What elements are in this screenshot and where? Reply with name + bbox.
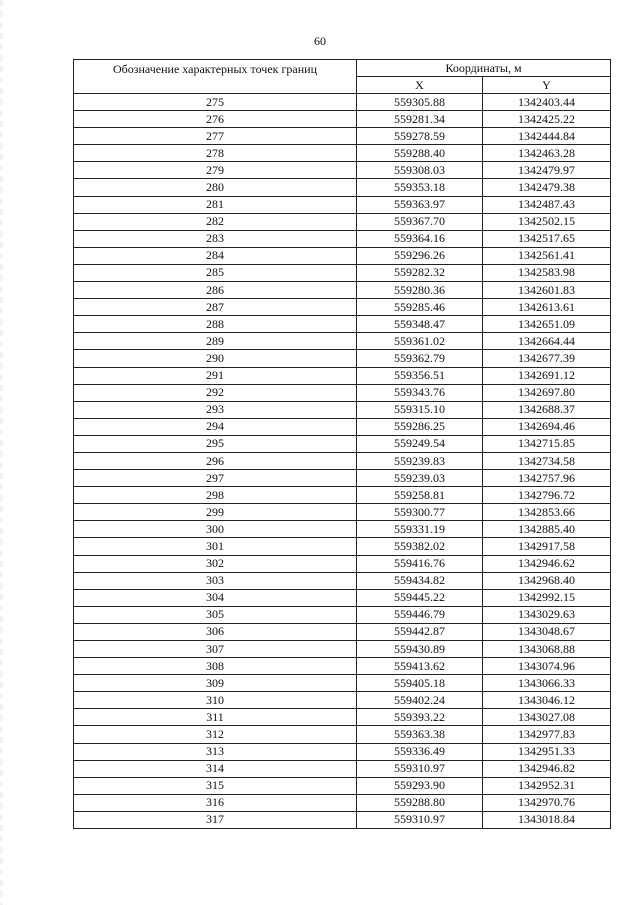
coordinates-table-container: [73, 59, 610, 829]
table-row: [74, 658, 611, 675]
point-cell: 277: [74, 128, 357, 145]
y-coordinate-cell: 1342952.31: [483, 777, 611, 794]
point-cell: 317: [74, 811, 357, 828]
table-row: [74, 94, 611, 111]
table-row: [74, 452, 611, 469]
table-row: [74, 811, 611, 828]
table-header: [74, 60, 611, 94]
point-cell: 300: [74, 521, 357, 538]
table-row: [74, 162, 611, 179]
y-coordinate-cell: 1342651.09: [483, 316, 611, 333]
point-cell: 280: [74, 179, 357, 196]
x-coordinate-cell: 559446.79: [357, 606, 483, 623]
x-coordinate-cell: 559280.36: [357, 282, 483, 299]
table-row: [74, 709, 611, 726]
x-coordinate-cell: 559445.22: [357, 589, 483, 606]
point-cell: 313: [74, 743, 357, 760]
x-coordinate-cell: 559315.10: [357, 401, 483, 418]
page-number: 60: [314, 34, 326, 48]
point-cell: 290: [74, 350, 357, 367]
point-cell: 283: [74, 230, 357, 247]
scan-edge: [0, 0, 3, 905]
x-coordinate-cell: 559393.22: [357, 709, 483, 726]
table-row: [74, 692, 611, 709]
point-cell: 286: [74, 282, 357, 299]
y-coordinate-cell: 1342796.72: [483, 487, 611, 504]
table-row: [74, 555, 611, 572]
table-row: [74, 641, 611, 658]
x-coordinate-cell: 559364.16: [357, 230, 483, 247]
table-row: [74, 470, 611, 487]
y-coordinate-cell: 1342951.33: [483, 743, 611, 760]
y-coordinate-cell: 1342691.12: [483, 367, 611, 384]
table-row: [74, 794, 611, 811]
y-coordinate-cell: 1342917.58: [483, 538, 611, 555]
table-row: [74, 282, 611, 299]
point-cell: 304: [74, 589, 357, 606]
x-coordinate-cell: 559293.90: [357, 777, 483, 794]
table-row: [74, 538, 611, 555]
y-coordinate-cell: 1342946.62: [483, 555, 611, 572]
point-cell: 311: [74, 709, 357, 726]
y-coordinate-cell: 1343068.88: [483, 641, 611, 658]
point-cell: 303: [74, 572, 357, 589]
point-cell: 282: [74, 213, 357, 230]
x-coordinate-cell: 559285.46: [357, 299, 483, 316]
x-coordinate-cell: 559363.97: [357, 196, 483, 213]
header-y: Y: [483, 77, 611, 94]
x-coordinate-cell: 559413.62: [357, 658, 483, 675]
y-coordinate-cell: 1342968.40: [483, 572, 611, 589]
x-coordinate-cell: 559336.49: [357, 743, 483, 760]
x-coordinate-cell: 559296.26: [357, 247, 483, 264]
y-coordinate-cell: 1342601.83: [483, 282, 611, 299]
x-coordinate-cell: 559305.88: [357, 94, 483, 111]
x-coordinate-cell: 559356.51: [357, 367, 483, 384]
x-coordinate-cell: 559343.76: [357, 384, 483, 401]
x-coordinate-cell: 559282.32: [357, 264, 483, 281]
y-coordinate-cell: 1343074.96: [483, 658, 611, 675]
x-coordinate-cell: 559308.03: [357, 162, 483, 179]
table-row: [74, 264, 611, 281]
table-row: [74, 504, 611, 521]
x-coordinate-cell: 559239.83: [357, 452, 483, 469]
x-coordinate-cell: 559288.40: [357, 145, 483, 162]
table-row: [74, 213, 611, 230]
point-cell: 287: [74, 299, 357, 316]
x-coordinate-cell: 559286.25: [357, 418, 483, 435]
point-cell: 278: [74, 145, 357, 162]
point-cell: 310: [74, 692, 357, 709]
x-coordinate-cell: 559281.34: [357, 111, 483, 128]
x-coordinate-cell: 559434.82: [357, 572, 483, 589]
point-cell: 285: [74, 264, 357, 281]
point-cell: 284: [74, 247, 357, 264]
y-coordinate-cell: 1343048.67: [483, 623, 611, 640]
y-coordinate-cell: 1342677.39: [483, 350, 611, 367]
table-row: [74, 435, 611, 452]
y-coordinate-cell: 1342946.82: [483, 760, 611, 777]
point-cell: 312: [74, 726, 357, 743]
y-coordinate-cell: 1342425.22: [483, 111, 611, 128]
y-coordinate-cell: 1342697.80: [483, 384, 611, 401]
y-coordinate-cell: 1342444.84: [483, 128, 611, 145]
y-coordinate-cell: 1342583.98: [483, 264, 611, 281]
table-row: [74, 606, 611, 623]
point-cell: 294: [74, 418, 357, 435]
table-row: [74, 316, 611, 333]
y-coordinate-cell: 1343018.84: [483, 811, 611, 828]
table-row: [74, 521, 611, 538]
table-row: [74, 675, 611, 692]
point-cell: 314: [74, 760, 357, 777]
header-coordinates: Координаты, м: [357, 60, 611, 77]
x-coordinate-cell: 559348.47: [357, 316, 483, 333]
point-cell: 275: [74, 94, 357, 111]
x-coordinate-cell: 559402.24: [357, 692, 483, 709]
y-coordinate-cell: 1342487.43: [483, 196, 611, 213]
y-coordinate-cell: 1342970.76: [483, 794, 611, 811]
table-row: [74, 128, 611, 145]
coordinates-table: [73, 59, 611, 829]
table-row: [74, 350, 611, 367]
point-cell: 281: [74, 196, 357, 213]
table-row: [74, 760, 611, 777]
y-coordinate-cell: 1342715.85: [483, 435, 611, 452]
x-coordinate-cell: 559362.79: [357, 350, 483, 367]
x-coordinate-cell: 559363.38: [357, 726, 483, 743]
table-row: [74, 726, 611, 743]
y-coordinate-cell: 1342403.44: [483, 94, 611, 111]
table-row: [74, 299, 611, 316]
table-body: [74, 94, 611, 829]
x-coordinate-cell: 559300.77: [357, 504, 483, 521]
table-row: [74, 487, 611, 504]
table-row: [74, 367, 611, 384]
y-coordinate-cell: 1343066.33: [483, 675, 611, 692]
x-coordinate-cell: 559258.81: [357, 487, 483, 504]
y-coordinate-cell: 1342688.37: [483, 401, 611, 418]
table-row: [74, 418, 611, 435]
table-row: [74, 777, 611, 794]
point-cell: 301: [74, 538, 357, 555]
header-x: X: [357, 77, 483, 94]
point-cell: 296: [74, 452, 357, 469]
y-coordinate-cell: 1342734.58: [483, 452, 611, 469]
y-coordinate-cell: 1342463.28: [483, 145, 611, 162]
y-coordinate-cell: 1342613.61: [483, 299, 611, 316]
x-coordinate-cell: 559442.87: [357, 623, 483, 640]
table-row: [74, 145, 611, 162]
point-cell: 305: [74, 606, 357, 623]
table-row: [74, 179, 611, 196]
point-cell: 309: [74, 675, 357, 692]
y-coordinate-cell: 1342664.44: [483, 333, 611, 350]
x-coordinate-cell: 559331.19: [357, 521, 483, 538]
table-row: [74, 589, 611, 606]
x-coordinate-cell: 559382.02: [357, 538, 483, 555]
y-coordinate-cell: 1342502.15: [483, 213, 611, 230]
y-coordinate-cell: 1342885.40: [483, 521, 611, 538]
point-cell: 293: [74, 401, 357, 418]
y-coordinate-cell: 1342992.15: [483, 589, 611, 606]
y-coordinate-cell: 1342694.46: [483, 418, 611, 435]
point-cell: 297: [74, 470, 357, 487]
point-cell: 276: [74, 111, 357, 128]
x-coordinate-cell: 559361.02: [357, 333, 483, 350]
point-cell: 316: [74, 794, 357, 811]
point-cell: 308: [74, 658, 357, 675]
x-coordinate-cell: 559430.89: [357, 641, 483, 658]
point-cell: 292: [74, 384, 357, 401]
point-cell: 291: [74, 367, 357, 384]
point-cell: 298: [74, 487, 357, 504]
table-row: [74, 230, 611, 247]
x-coordinate-cell: 559367.70: [357, 213, 483, 230]
point-cell: 315: [74, 777, 357, 794]
point-cell: 299: [74, 504, 357, 521]
point-cell: 288: [74, 316, 357, 333]
x-coordinate-cell: 559416.76: [357, 555, 483, 572]
point-cell: 279: [74, 162, 357, 179]
x-coordinate-cell: 559310.97: [357, 760, 483, 777]
y-coordinate-cell: 1342757.96: [483, 470, 611, 487]
point-cell: 307: [74, 641, 357, 658]
x-coordinate-cell: 559288.80: [357, 794, 483, 811]
x-coordinate-cell: 559239.03: [357, 470, 483, 487]
x-coordinate-cell: 559405.18: [357, 675, 483, 692]
y-coordinate-cell: 1343029.63: [483, 606, 611, 623]
y-coordinate-cell: 1342561.41: [483, 247, 611, 264]
table-row: [74, 401, 611, 418]
x-coordinate-cell: 559353.18: [357, 179, 483, 196]
table-row: [74, 743, 611, 760]
y-coordinate-cell: 1343027.08: [483, 709, 611, 726]
table-row: [74, 384, 611, 401]
table-row: [74, 111, 611, 128]
table-row: [74, 623, 611, 640]
x-coordinate-cell: 559249.54: [357, 435, 483, 452]
y-coordinate-cell: 1342853.66: [483, 504, 611, 521]
y-coordinate-cell: 1342479.38: [483, 179, 611, 196]
table-row: [74, 247, 611, 264]
table-row: [74, 333, 611, 350]
y-coordinate-cell: 1342479.97: [483, 162, 611, 179]
y-coordinate-cell: 1343046.12: [483, 692, 611, 709]
header-designation: Обозначение характерных точек границ: [74, 60, 357, 94]
point-cell: 295: [74, 435, 357, 452]
y-coordinate-cell: 1342517.65: [483, 230, 611, 247]
point-cell: 306: [74, 623, 357, 640]
x-coordinate-cell: 559278.59: [357, 128, 483, 145]
point-cell: 302: [74, 555, 357, 572]
point-cell: 289: [74, 333, 357, 350]
table-row: [74, 196, 611, 213]
y-coordinate-cell: 1342977.83: [483, 726, 611, 743]
table-row: [74, 572, 611, 589]
x-coordinate-cell: 559310.97: [357, 811, 483, 828]
